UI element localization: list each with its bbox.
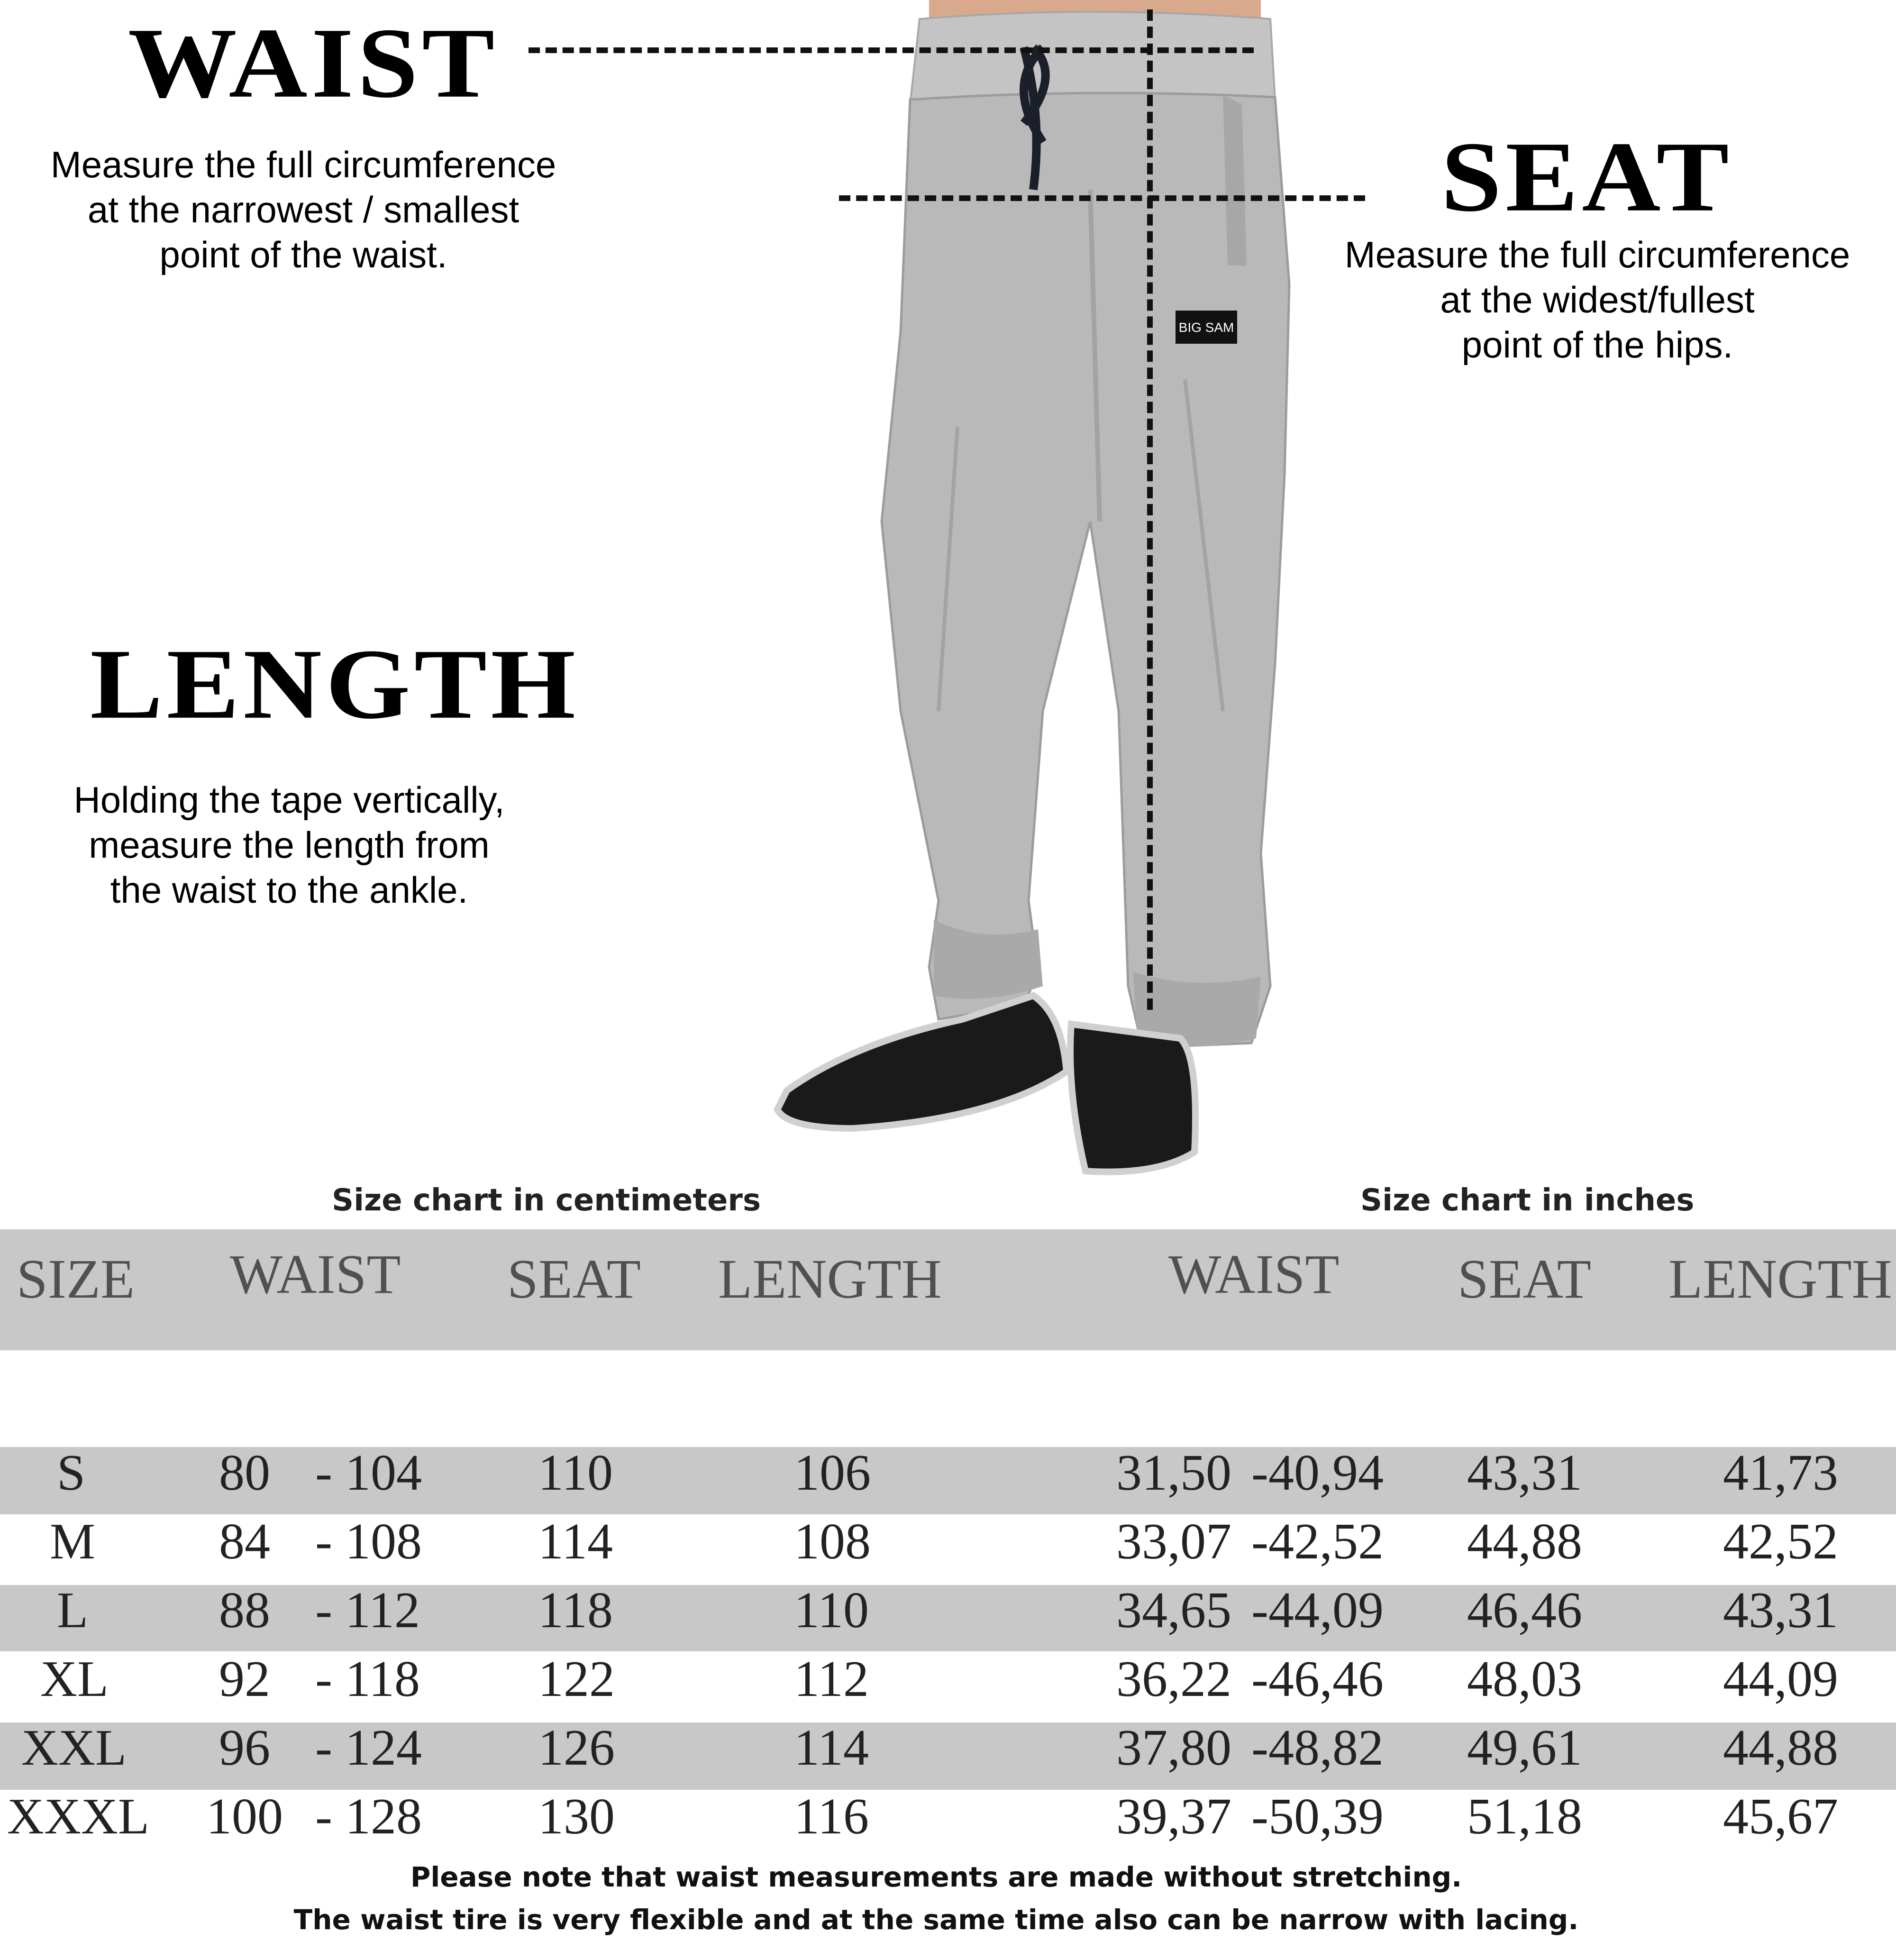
seat-description (1308, 232, 1887, 367)
cell-seat-cm: 110 (538, 1445, 613, 1501)
header-seat-in: SEAT (1458, 1248, 1591, 1310)
cell-waist-min-in: 34,65 (1116, 1582, 1231, 1639)
cell-waist-min-cm: 100 (206, 1788, 283, 1845)
cell-size: M (50, 1513, 96, 1570)
waist-desc-line: Measure the full circumference (50, 144, 556, 185)
cell-size: XXXL (7, 1788, 149, 1845)
seat-title: SEAT (1441, 121, 1733, 232)
seat-desc-line: point of the hips. (1461, 324, 1733, 366)
cell-size: L (57, 1582, 88, 1639)
cell-waist-min-in: 33,07 (1116, 1513, 1231, 1570)
cell-waist-min-cm: 88 (219, 1582, 270, 1639)
cell-waist-max-in: -48,82 (1251, 1720, 1384, 1776)
header-waist-in: WAIST (1168, 1243, 1340, 1305)
cell-size: XXL (21, 1720, 127, 1776)
length-desc-line: measure the length from (89, 824, 490, 866)
caption-centimeters: Size chart in centimeters (332, 1183, 761, 1218)
brand-label-text: BIG SAM (1178, 320, 1234, 335)
cell-length-in: 43,31 (1723, 1582, 1838, 1639)
header-seat-cm: SEAT (507, 1248, 641, 1310)
cell-length-cm: 108 (794, 1513, 871, 1570)
cell-seat-in: 48,03 (1467, 1651, 1582, 1707)
cell-seat-in: 46,46 (1467, 1582, 1582, 1639)
cell-seat-cm: 130 (538, 1788, 615, 1845)
left-shoe (777, 996, 1066, 1128)
cell-waist-min-cm: 84 (219, 1513, 270, 1570)
sweatpants-illustration (758, 0, 1327, 1185)
cell-waist-max-cm: - 124 (315, 1720, 422, 1776)
cell-waist-min-in: 36,22 (1116, 1651, 1231, 1707)
cell-size: XL (40, 1651, 109, 1707)
right-shoe (1070, 1024, 1195, 1172)
cell-waist-max-in: -44,09 (1251, 1582, 1384, 1639)
cell-seat-in: 49,61 (1467, 1720, 1582, 1776)
cell-waist-max-cm: - 112 (315, 1582, 420, 1639)
cell-waist-min-in: 31,50 (1116, 1445, 1231, 1501)
cell-waist-min-in: 39,37 (1116, 1788, 1231, 1845)
cell-waist-max-cm: - 108 (315, 1513, 422, 1570)
waist-guide-line (529, 47, 1254, 53)
header-length-cm: LENGTH (718, 1248, 942, 1310)
cell-waist-max-in: -42,52 (1251, 1513, 1384, 1570)
caption-inches: Size chart in inches (1360, 1183, 1695, 1218)
length-title: LENGTH (90, 628, 580, 740)
cell-length-in: 45,67 (1723, 1788, 1838, 1845)
cell-seat-cm: 126 (538, 1720, 615, 1776)
length-desc-line: Holding the tape vertically, (73, 779, 505, 821)
cell-seat-in: 44,88 (1467, 1513, 1582, 1570)
cell-waist-min-in: 37,80 (1116, 1720, 1231, 1776)
seat-guide-line (839, 195, 1365, 201)
row-band (0, 1447, 1896, 1514)
waist-desc-line: at the narrowest / smallest (87, 189, 520, 230)
cell-length-in: 44,09 (1723, 1651, 1838, 1707)
footnote-line: The waist tire is very flexible and at the same time also can be narrow with lacing. (293, 1904, 1579, 1936)
length-desc-line: the waist to the ankle. (110, 869, 468, 911)
row-band (0, 1722, 1896, 1790)
waistband (910, 12, 1275, 104)
cell-length-in: 41,73 (1723, 1445, 1838, 1501)
cell-waist-max-cm: - 104 (315, 1445, 422, 1501)
cell-length-cm: 110 (794, 1582, 869, 1639)
length-guide-line (1147, 9, 1153, 1010)
cell-waist-min-cm: 92 (219, 1651, 270, 1707)
length-description (19, 778, 559, 913)
waist-desc-line: point of the waist. (159, 234, 447, 275)
cell-waist-min-cm: 80 (219, 1445, 270, 1501)
cell-seat-cm: 122 (538, 1651, 615, 1707)
cell-length-cm: 116 (794, 1788, 869, 1845)
cell-length-in: 44,88 (1723, 1720, 1838, 1776)
header-waist-cm: WAIST (230, 1243, 401, 1305)
cell-waist-max-in: -46,46 (1251, 1651, 1384, 1707)
cell-length-in: 42,52 (1723, 1513, 1838, 1570)
header-size: SIZE (17, 1248, 135, 1310)
cell-waist-min-cm: 96 (219, 1720, 270, 1776)
seat-desc-line: at the widest/fullest (1440, 279, 1755, 321)
cell-length-cm: 114 (794, 1720, 869, 1776)
cell-size: S (57, 1445, 86, 1501)
waist-title: WAIST (128, 7, 499, 119)
seat-desc-line: Measure the full circumference (1344, 234, 1850, 275)
cell-seat-cm: 114 (538, 1513, 613, 1570)
cell-waist-max-cm: - 118 (315, 1651, 420, 1707)
row-band (0, 1585, 1896, 1651)
header-length-in: LENGTH (1668, 1248, 1892, 1310)
footnote-line: Please note that waist measurements are made without stretching. (410, 1861, 1462, 1893)
cell-seat-in: 51,18 (1467, 1788, 1582, 1845)
cell-waist-max-in: -50,39 (1251, 1788, 1384, 1845)
cell-waist-max-cm: - 128 (315, 1788, 422, 1845)
cell-seat-cm: 118 (538, 1582, 613, 1639)
cell-length-cm: 112 (794, 1651, 869, 1707)
cell-waist-max-in: -40,94 (1251, 1445, 1384, 1501)
waist-description (0, 142, 607, 277)
cell-length-cm: 106 (794, 1445, 871, 1501)
cell-seat-in: 43,31 (1467, 1445, 1582, 1501)
